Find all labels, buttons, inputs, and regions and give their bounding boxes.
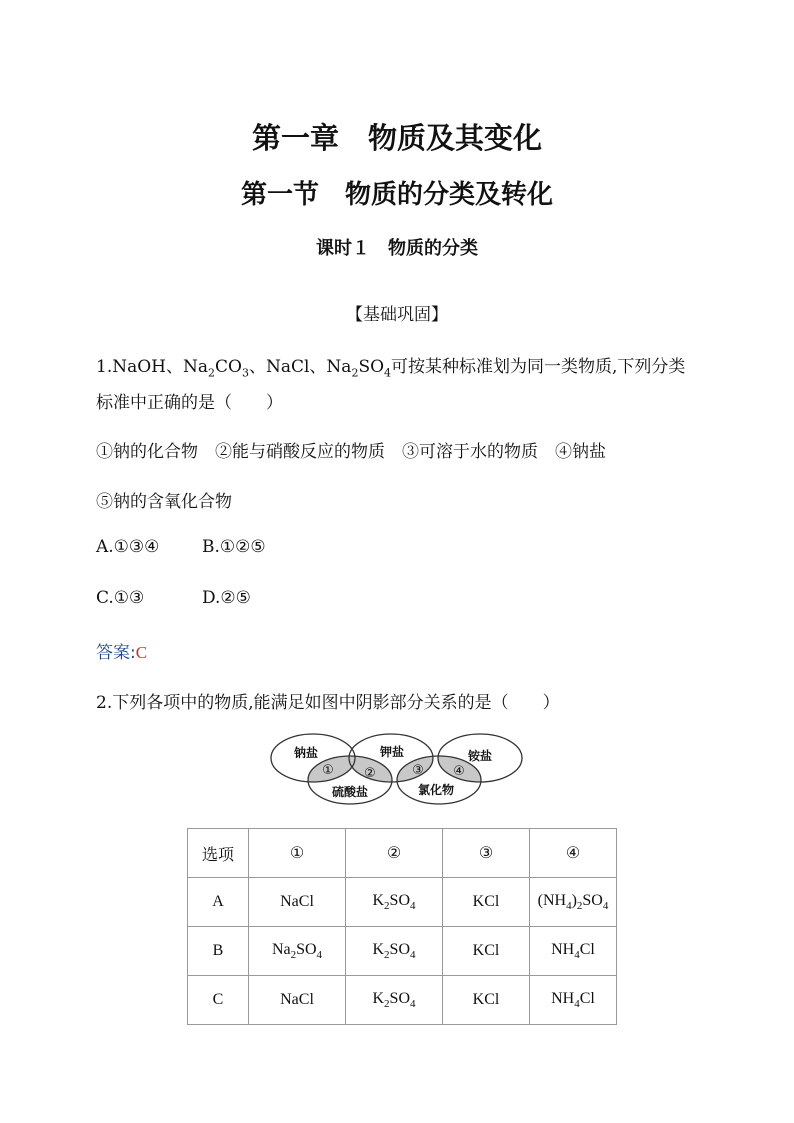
table-cell: C <box>188 976 249 1025</box>
venn-label-sodium-salt: 钠盐 <box>293 746 319 760</box>
table-row <box>188 878 617 927</box>
table-cell: $Na_2SO_4$ <box>249 927 346 976</box>
table-cell: $NH_4Cl$ <box>530 927 617 976</box>
venn-label-ammonium-salt: 铵盐 <box>467 749 493 763</box>
q1-option-d: D.②⑤ <box>202 588 251 608</box>
table-cell: KCl <box>443 878 530 927</box>
venn-region-4: ④ <box>453 764 465 779</box>
table-cell: $K_2SO_4$ <box>346 878 443 927</box>
table-cell: $K_2SO_4$ <box>346 976 443 1025</box>
table-header-cell: ② <box>346 829 443 878</box>
venn-region-3: ③ <box>412 763 424 778</box>
q1-option-b: B.①②⑤ <box>202 537 266 557</box>
table-cell: NaCl <box>249 976 346 1025</box>
q1-option-a: A.①③④ <box>96 537 160 557</box>
table-cell: KCl <box>443 927 530 976</box>
q1-stem-line2: 标准中正确的是（ ） <box>96 393 283 413</box>
chapter-title: 第一章 物质及其变化 <box>251 121 542 155</box>
venn-region-2: ② <box>364 766 376 781</box>
table-header-cell: 选项 <box>188 829 249 878</box>
q1-option-c: C.①③ <box>96 588 145 608</box>
table-header-cell: ④ <box>530 829 617 878</box>
table-cell: $NH_4Cl$ <box>530 976 617 1025</box>
table-cell: A <box>188 878 249 927</box>
table-cell: $K_2SO_4$ <box>346 927 443 976</box>
venn-diagram <box>268 730 528 810</box>
table-row <box>188 976 617 1025</box>
answer-label: 答案: <box>96 643 136 663</box>
q1-statements-line1: ①钠的化合物 ②能与硝酸反应的物质 ③可溶于水的物质 ④钠盐 <box>96 442 606 462</box>
venn-label-sulfate: 硫酸盐 <box>331 785 369 799</box>
section-label: 【基础巩固】 <box>346 305 448 325</box>
venn-label-chloride: 氯化物 <box>417 783 455 797</box>
q1-statements-line2: ⑤钠的含氧化合物 <box>96 492 232 512</box>
lesson-title: 课时１ 物质的分类 <box>316 238 478 259</box>
table-cell: KCl <box>443 976 530 1025</box>
section-title: 第一节 物质的分类及转化 <box>240 180 553 210</box>
q1-stem-line1: 1.NaOH、$Na_2CO_3$、NaCl、$Na_2SO_4$可按某种标准划为同一类物质,下列分类 <box>96 357 686 380</box>
q1-answer <box>96 638 147 663</box>
table-header-cell: ① <box>249 829 346 878</box>
venn-label-potassium-salt: 钾盐 <box>379 745 405 759</box>
table-cell: NaCl <box>249 878 346 927</box>
options-table <box>187 828 617 1025</box>
q2-stem: 2.下列各项中的物质,能满足如图中阴影部分关系的是（ ） <box>96 693 560 713</box>
table-header-cell: ③ <box>443 829 530 878</box>
answer-value: C <box>135 643 148 662</box>
table-cell: B <box>188 927 249 976</box>
table-row <box>188 927 617 976</box>
table-cell: $(NH_4)_2SO_4$ <box>530 878 617 927</box>
venn-region-1: ① <box>322 763 334 778</box>
table-header-row <box>188 829 617 878</box>
